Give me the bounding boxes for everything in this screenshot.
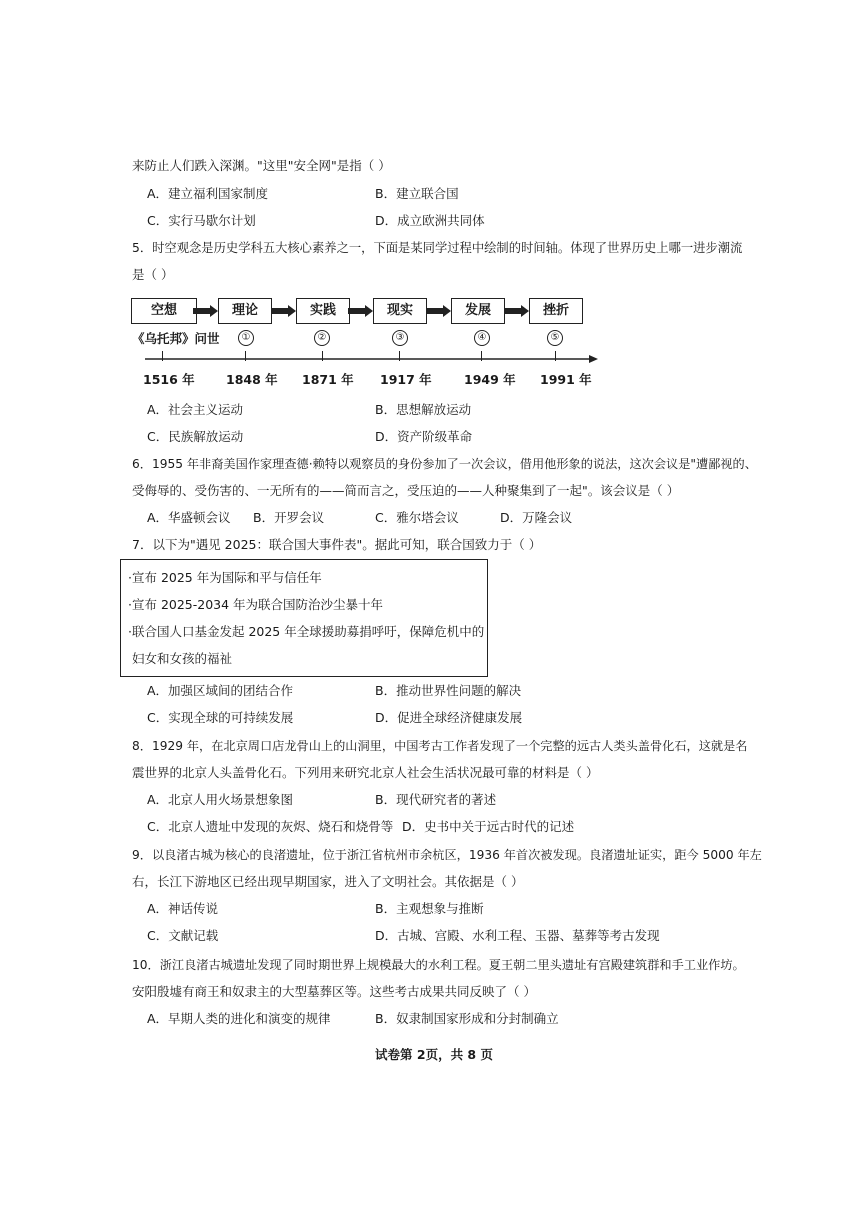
q6-option-b[interactable]: B．开罗会议 [253, 510, 325, 525]
q6-stem: 6．1955 年非裔美国作家理查德·赖特以观察员的身份参加了一次会议，借用他形象的说法，这次会议是"遭鄙视的、 [132, 457, 757, 471]
q6-stem-cont: 受侮辱的、受伤害的、一无所有的——简而言之，受压迫的——人种聚集到了一起"。该会议是（ ） [132, 483, 680, 498]
timeline-marker: ② [314, 330, 330, 346]
q7-event-item: ·联合国人口基金发起 2025 年全球援助募捐呼吁，保障危机中的 [128, 624, 485, 639]
timeline-stage: 挫折 [529, 298, 583, 324]
q4-option-b[interactable]: B．建立联合国 [375, 186, 459, 201]
timeline-marker: ① [238, 330, 254, 346]
q7-option-b[interactable]: B．推动世界性问题的解决 [375, 683, 522, 698]
q5-option-b[interactable]: B．思想解放运动 [375, 402, 472, 417]
timeline-stage: 实践 [296, 298, 350, 324]
q6-option-d[interactable]: D．万隆会议 [500, 510, 573, 525]
timeline-tick [162, 351, 163, 361]
arrow-right-icon [271, 305, 297, 317]
q10-option-a[interactable]: A．早期人类的进化和演变的规律 [147, 1011, 331, 1026]
q4-option-a[interactable]: A．建立福利国家制度 [147, 186, 269, 201]
q8-stem: 8．1929 年，在北京周口店龙骨山上的山洞里，中国考古工作者发现了一个完整的远古人类头盖骨化石，这就是名 [132, 739, 748, 753]
q4-option-d[interactable]: D．成立欧洲共同体 [375, 213, 485, 228]
q8-option-c[interactable]: C．北京人遗址中发现的灰烬、烧石和烧骨等 [147, 819, 394, 834]
q10-stem-cont: 安阳殷墟有商王和奴隶主的大型墓葬区等。这些考古成果共同反映了（ ） [132, 984, 536, 999]
q7-event-item: ·宣布 2025-2034 年为联合国防治沙尘暴十年 [128, 597, 384, 612]
q9-stem-cont: 右，长江下游地区已经出现早期国家，进入了文明社会。其依据是（ ） [132, 874, 524, 889]
timeline-tick [555, 351, 556, 361]
q7-event-item: ·宣布 2025 年为国际和平与信任年 [128, 570, 322, 585]
q8-option-a[interactable]: A．北京人用火场景想象图 [147, 792, 294, 807]
timeline-marker: ④ [474, 330, 490, 346]
q8-stem-cont: 震世界的北京人头盖骨化石。下列用来研究北京人社会生活状况最可靠的材料是（ ） [132, 765, 599, 780]
q5-stem-cont: 是（ ） [132, 267, 174, 282]
timeline-tick [399, 351, 400, 361]
arrow-right-icon [504, 305, 530, 317]
q8-option-d[interactable]: D．史书中关于远古时代的记述 [402, 819, 575, 834]
q9-stem: 9．以良渚古城为核心的良渚遗址，位于浙江省杭州市余杭区，1936 年首次被发现。良渚遗址证实，距今 5000 年左 [132, 848, 762, 862]
timeline-stage: 现实 [373, 298, 427, 324]
q9-option-d[interactable]: D．古城、宫殿、水利工程、玉器、墓葬等考古发现 [375, 928, 660, 943]
timeline-axis [145, 354, 600, 364]
q5-stem: 5．时空观念是历史学科五大核心素养之一，下面是某同学过程中绘制的时间轴。体现了世界历史上哪一进步潮流 [132, 241, 743, 255]
timeline-tick [481, 351, 482, 361]
arrow-right-icon [348, 305, 374, 317]
timeline-first-label: 《乌托邦》问世 [132, 331, 220, 346]
q10-option-b[interactable]: B．奴隶制国家形成和分封制确立 [375, 1011, 559, 1026]
page-footer: 试卷第 2页，共 8 页 [375, 1047, 493, 1062]
q6-option-a[interactable]: A．华盛顿会议 [147, 510, 231, 525]
q5-option-c[interactable]: C．民族解放运动 [147, 429, 244, 444]
timeline-year: 1949 年 [464, 372, 516, 387]
q9-option-a[interactable]: A．神话传说 [147, 901, 219, 916]
q6-option-c[interactable]: C．雅尔塔会议 [375, 510, 459, 525]
q7-option-c[interactable]: C．实现全球的可持续发展 [147, 710, 294, 725]
q4-option-c[interactable]: C．实行马歇尔计划 [147, 213, 256, 228]
timeline-year: 1917 年 [380, 372, 432, 387]
timeline-stage: 发展 [451, 298, 505, 324]
q8-option-b[interactable]: B．现代研究者的著述 [375, 792, 497, 807]
q5-option-d[interactable]: D．资产阶级革命 [375, 429, 473, 444]
timeline-year: 1516 年 [143, 372, 195, 387]
timeline-marker: ⑤ [547, 330, 563, 346]
timeline-year: 1848 年 [226, 372, 278, 387]
timeline-stage: 理论 [218, 298, 272, 324]
q7-event-item: 妇女和女孩的福祉 [132, 651, 233, 666]
q7-option-a[interactable]: A．加强区域间的团结合作 [147, 683, 294, 698]
timeline-year: 1991 年 [540, 372, 592, 387]
timeline-year: 1871 年 [302, 372, 354, 387]
arrow-right-icon [426, 305, 452, 317]
timeline-tick [322, 351, 323, 361]
q9-option-b[interactable]: B．主观想象与推断 [375, 901, 484, 916]
q7-option-d[interactable]: D．促进全球经济健康发展 [375, 710, 523, 725]
q9-option-c[interactable]: C．文献记载 [147, 928, 219, 943]
timeline-marker: ③ [392, 330, 408, 346]
timeline-tick [245, 351, 246, 361]
q7-stem: 7．以下为"遇见 2025：联合国大事件表"。据此可知，联合国致力于（ ） [132, 537, 542, 552]
timeline-stage: 空想 [131, 298, 197, 324]
q10-stem: 10．浙江良渚古城遗址发现了同时期世界上规模最大的水利工程。夏王朝二里头遗址有宫殿建筑群和手工业作坊。 [132, 958, 745, 972]
q4-stem: 来防止人们跌入深渊。"这里"安全网"是指（ ） [132, 158, 391, 173]
q5-option-a[interactable]: A．社会主义运动 [147, 402, 244, 417]
arrow-right-icon [193, 305, 219, 317]
